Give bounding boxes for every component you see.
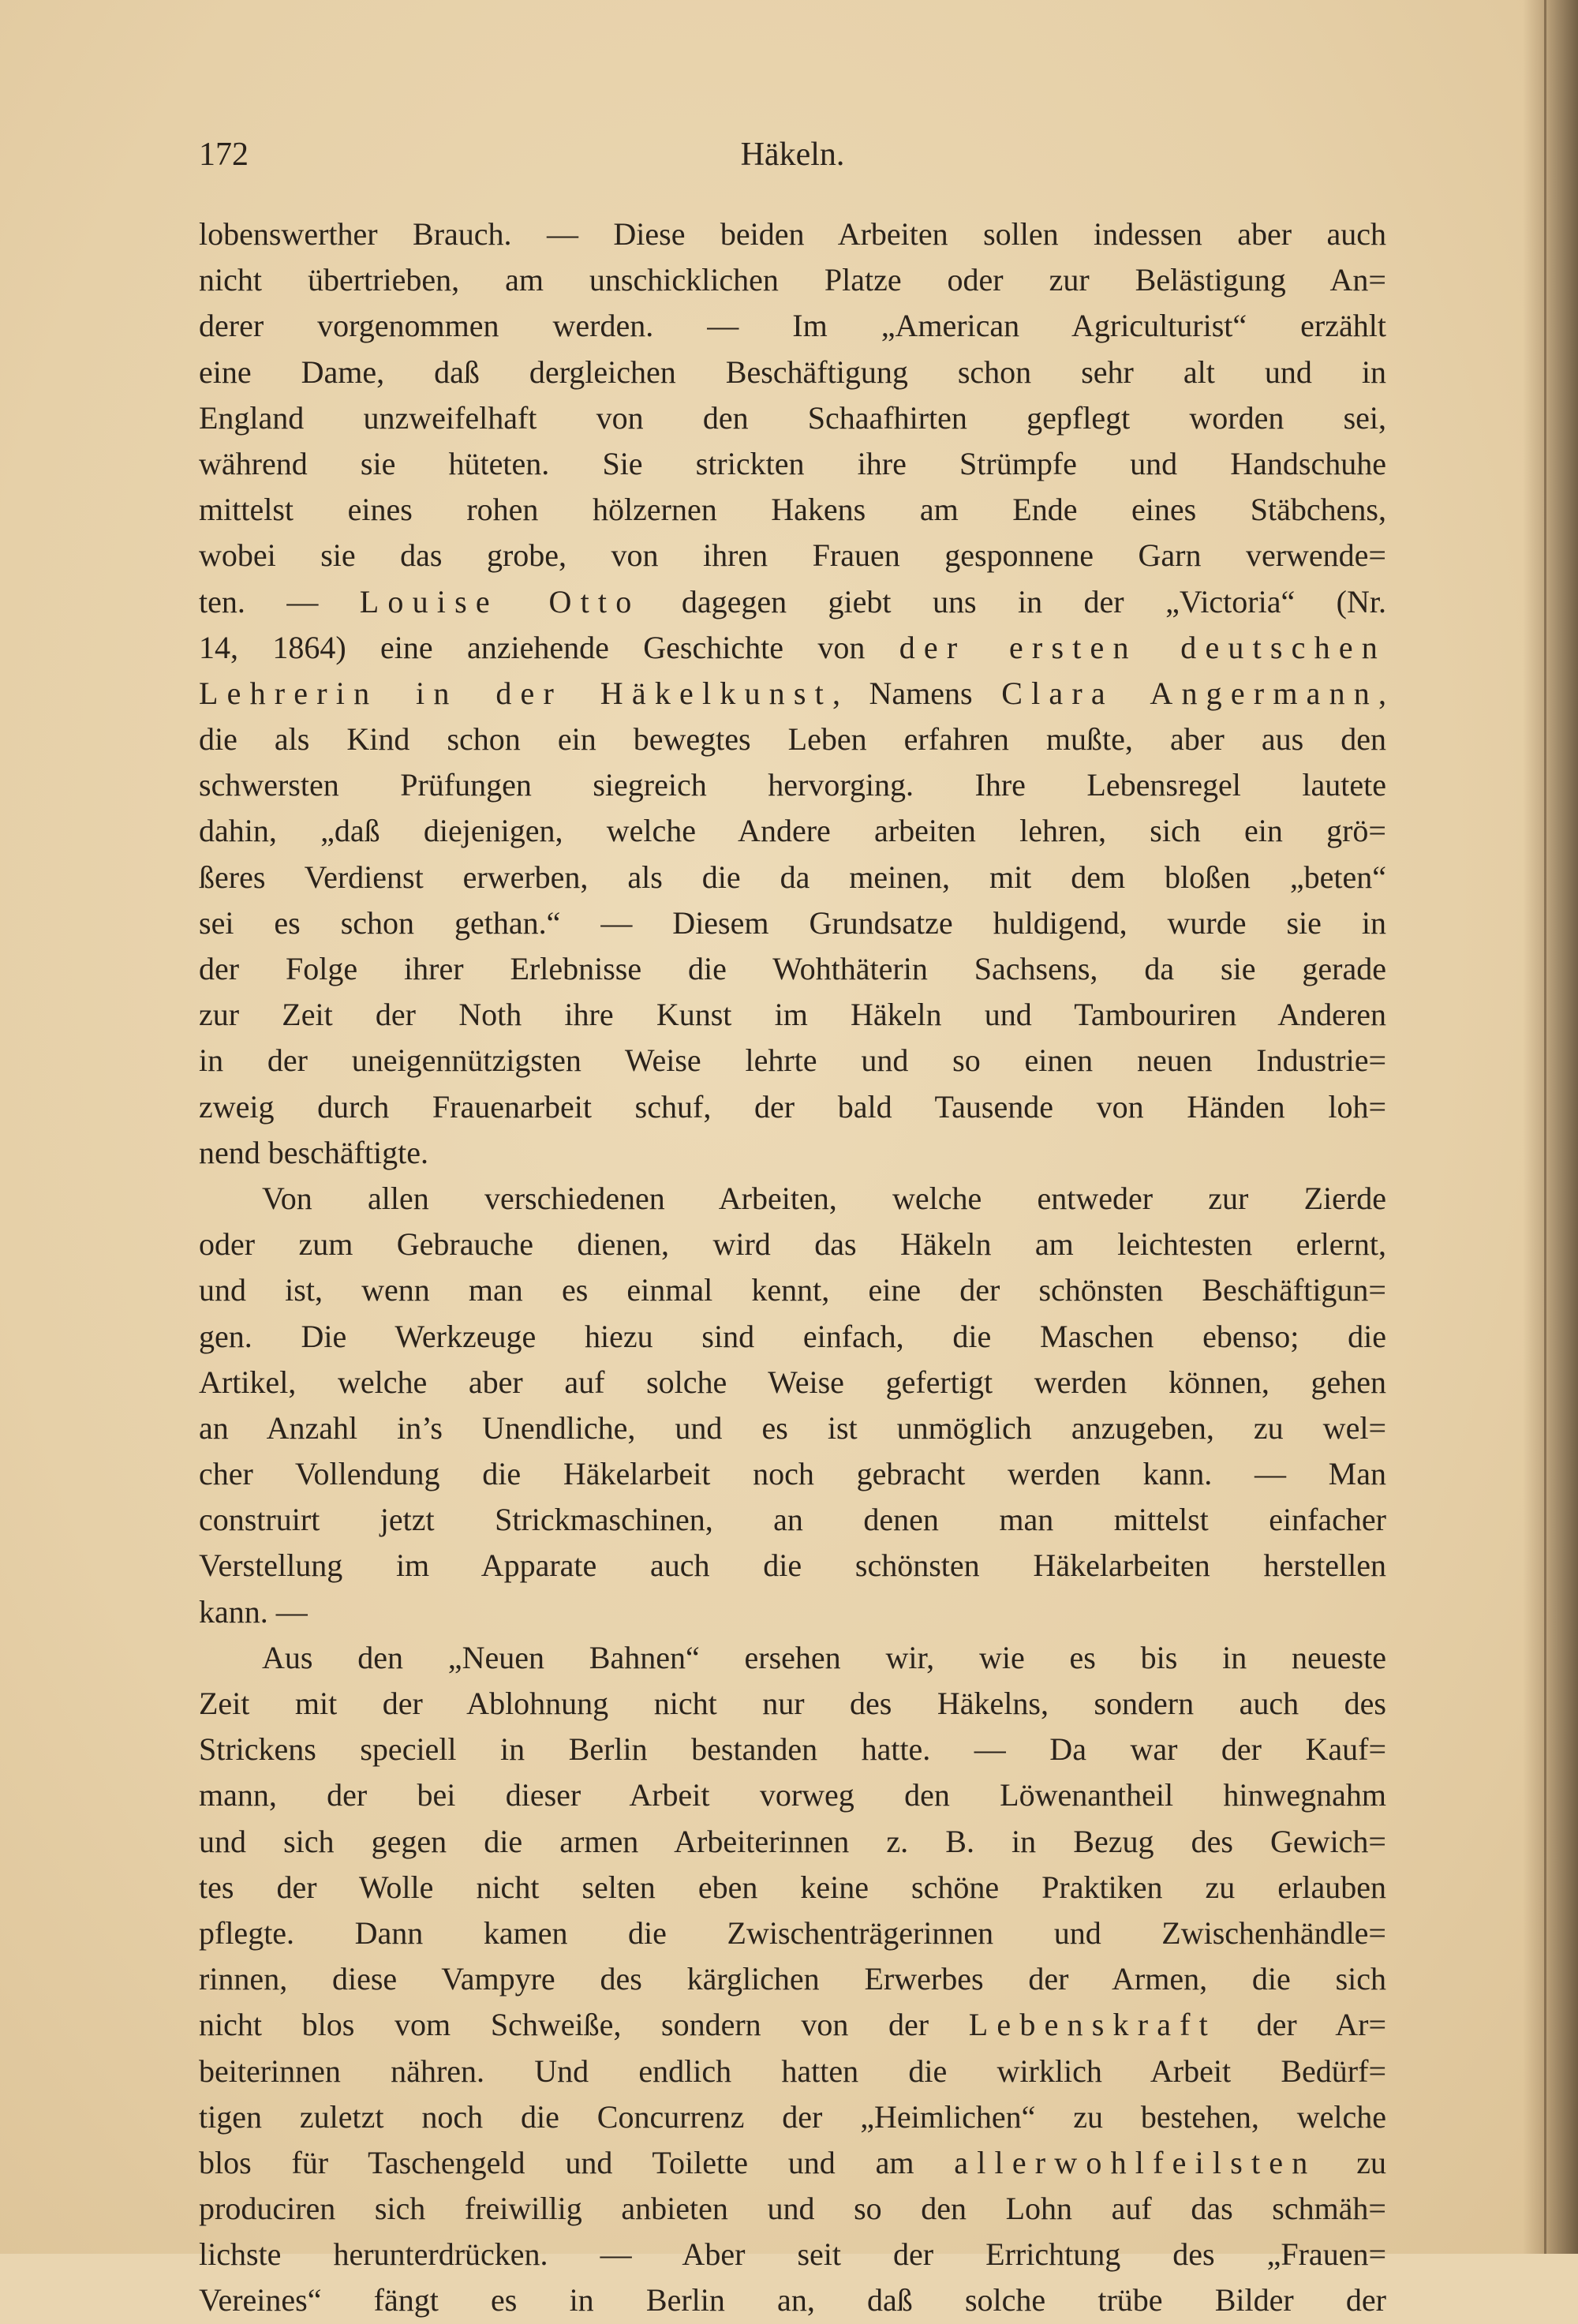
text-line: [199, 1130, 1386, 1176]
text-line: [199, 762, 1386, 808]
text-segment: blos für Taschengeld und Toilette und am: [199, 2144, 955, 2180]
text-segment: tes der Wolle nicht selten eben keine schöne Praktiken zu erlauben: [199, 1869, 1386, 1905]
text-segment: ßeres Verdienst erwerben, als die da meinen, mit dem bloßen „beten“: [199, 859, 1386, 895]
text-segment: mittelst eines rohen hölzernen Hakens am Ende eines Stäbchens,: [199, 492, 1386, 528]
text-line: [199, 1038, 1386, 1083]
text-line: [199, 808, 1386, 854]
spaced-emphasis: Lehrerin in der Häkelkunst: [199, 675, 832, 711]
text-segment: dagegen giebt uns in der „Victoria“ (Nr.: [640, 583, 1386, 619]
text-line: [199, 1176, 1386, 1222]
binding-shadow: [1523, 0, 1578, 2254]
page-number: 172: [199, 137, 249, 173]
text-line: [199, 2002, 1386, 2048]
text-line: [199, 533, 1386, 578]
text-segment: und ist, wenn man es einmal kennt, eine der schönsten Beschäftigun=: [199, 1272, 1386, 1308]
text-segment: lichste herunterdrücken. — Aber seit der Errichtung des „Frauen=: [199, 2236, 1386, 2273]
running-title: Häkeln.: [740, 137, 845, 173]
text-segment: 14, 1864) eine anziehende Geschichte von: [199, 629, 899, 665]
text-line: [199, 1727, 1386, 1772]
text-line: [199, 1314, 1386, 1360]
text-segment: rinnen, diese Vampyre des kärglichen Erwerbes der Armen, die sich: [199, 1961, 1386, 1997]
text-line: [199, 1497, 1386, 1543]
text-segment: Zeit mit der Ablohnung nicht nur des Häkelns, sondern auch des: [199, 1686, 1386, 1721]
text-line: [199, 257, 1386, 303]
spaced-emphasis: Clara Angermann: [1001, 675, 1378, 711]
text-segment: ,: [1378, 675, 1386, 711]
text-segment: und sich gegen die armen Arbeiterinnen z. B. in Bezug des Gewich=: [199, 1823, 1386, 1859]
text-line: [199, 487, 1386, 533]
text-segment: derer vorgenommen werden. — Im „American Agriculturist“ erzählt: [199, 308, 1386, 344]
text-segment: kann. —: [199, 1593, 308, 1630]
text-segment: Von allen verschiedenen Arbeiten, welche entweder zur Zierde: [262, 1180, 1386, 1216]
text-line: [199, 2094, 1386, 2140]
text-segment: mann, der bei dieser Arbeit vorweg den Löwenantheil hinwegnahm: [199, 1777, 1386, 1813]
text-segment: der Ar=: [1217, 2007, 1386, 2043]
text-line: [199, 2232, 1386, 2277]
spaced-emphasis: Lebenskraft: [968, 2007, 1217, 2043]
text-segment: , Namens: [832, 675, 1002, 711]
text-segment: oder zum Gebrauche dienen, wird das Häkeln am leichtesten erlernt,: [199, 1226, 1386, 1263]
text-segment: dahin, „daß diejenigen, welche Andere arbeiten lehren, sich ein grö=: [199, 813, 1386, 849]
text-line: [199, 1589, 1386, 1635]
text-line: [199, 717, 1386, 762]
text-line: [199, 992, 1386, 1038]
text-segment: zweig durch Frauenarbeit schuf, der bald Tausende von Händen loh=: [199, 1088, 1386, 1125]
text-segment: nend beschäftigte.: [199, 1134, 428, 1170]
text-segment: lobenswerther Brauch. — Diese beiden Arbeiten sollen indessen aber auch: [199, 216, 1386, 252]
text-segment: zu: [1316, 2144, 1386, 2180]
text-line: [199, 350, 1386, 395]
spaced-emphasis: Louise Otto: [359, 583, 641, 619]
text-line: [199, 1956, 1386, 2002]
text-line: [199, 1910, 1386, 1956]
text-line: [199, 671, 1386, 717]
text-segment: nicht blos vom Schweiße, sondern von der: [199, 2007, 969, 2043]
text-line: [199, 900, 1386, 946]
text-line: [199, 1772, 1386, 1818]
text-segment: Artikel, welche aber auf solche Weise gefertigt werden können, gehen: [199, 1364, 1386, 1400]
text-line: [199, 441, 1386, 487]
text-segment: tigen zuletzt noch die Concurrenz der „Heimlichen“ zu bestehen, welche: [199, 2098, 1386, 2135]
page-header: [199, 136, 1386, 183]
text-line: [199, 1267, 1386, 1313]
text-segment: Aus den „Neuen Bahnen“ ersehen wir, wie es bis in neueste: [262, 1639, 1386, 1675]
text-segment: gen. Die Werkzeuge hiezu sind einfach, die Maschen ebenso; die: [199, 1318, 1386, 1354]
text-segment: Strickens speciell in Berlin bestanden hatte. — Da war der Kauf=: [199, 1731, 1386, 1768]
text-segment: während sie hüteten. Sie strickten ihre Strümpfe und Handschuhe: [199, 445, 1386, 481]
text-segment: nicht übertrieben, am unschicklichen Platze oder zur Belästigung An=: [199, 262, 1386, 298]
text-line: [199, 1819, 1386, 1865]
text-line: [199, 2140, 1386, 2186]
text-segment: produciren sich freiwillig anbieten und so den Lohn auf das schmäh=: [199, 2191, 1386, 2227]
binding-edge: [1544, 0, 1546, 2254]
text-segment: schwersten Prüfungen siegreich hervorging. Ihre Lebensregel lautete: [199, 767, 1386, 803]
text-line: [199, 1084, 1386, 1130]
text-segment: an Anzahl in’s Unendliche, und es ist unmöglich anzugeben, zu wel=: [199, 1409, 1386, 1446]
text-segment: pflegte. Dann kamen die Zwischenträgerinnen und Zwischenhändle=: [199, 1914, 1386, 1951]
spaced-emphasis: allerwohlfeilsten: [954, 2144, 1317, 2180]
text-line: [199, 1543, 1386, 1589]
text-line: [199, 1222, 1386, 1267]
body-text: [199, 211, 1386, 2324]
text-segment: wobei sie das grobe, von ihren Frauen gesponnene Garn verwende=: [199, 537, 1386, 574]
text-line: [199, 1405, 1386, 1451]
spaced-emphasis: der ersten deutschen: [899, 629, 1386, 665]
text-line: [199, 625, 1386, 671]
text-line: [199, 2186, 1386, 2232]
text-line: [199, 855, 1386, 900]
text-line: [199, 211, 1386, 257]
text-segment: England unzweifelhaft von den Schaafhirten gepflegt worden sei,: [199, 399, 1386, 436]
text-segment: Verstellung im Apparate auch die schönsten Häkelarbeiten herstellen: [199, 1547, 1386, 1584]
text-segment: eine Dame, daß dergleichen Beschäftigung schon sehr alt und in: [199, 354, 1386, 390]
text-segment: Vereines“ fängt es in Berlin an, daß solche trübe Bilder der: [199, 2282, 1386, 2318]
text-line: [199, 1360, 1386, 1405]
text-line: [199, 1681, 1386, 1727]
text-line: [199, 395, 1386, 441]
text-segment: ten. —: [199, 583, 360, 619]
text-segment: die als Kind schon ein bewegtes Leben erfahren mußte, aber aus den: [199, 721, 1386, 758]
text-segment: sei es schon gethan.“ — Diesem Grundsatze huldigend, wurde sie in: [199, 904, 1386, 941]
text-line: [199, 2049, 1386, 2094]
text-segment: beiterinnen nähren. Und endlich hatten die wirklich Arbeit Bedürf=: [199, 2053, 1386, 2089]
text-line: [199, 579, 1386, 625]
text-line: [199, 1865, 1386, 1910]
text-segment: der Folge ihrer Erlebnisse die Wohthäterin Sachsens, da sie gerade: [199, 951, 1386, 986]
text-line: [199, 2277, 1386, 2323]
text-segment: zur Zeit der Noth ihre Kunst im Häkeln und Tambouriren Anderen: [199, 997, 1386, 1033]
text-segment: cher Vollendung die Häkelarbeit noch gebracht werden kann. — Man: [199, 1456, 1386, 1492]
text-line: [199, 1635, 1386, 1681]
text-segment: construirt jetzt Strickmaschinen, an denen man mittelst einfacher: [199, 1502, 1386, 1538]
text-line: [199, 1451, 1386, 1497]
text-line: [199, 303, 1386, 349]
text-segment: in der uneigennützigsten Weise lehrte und so einen neuen Industrie=: [199, 1042, 1386, 1079]
text-line: [199, 946, 1386, 992]
